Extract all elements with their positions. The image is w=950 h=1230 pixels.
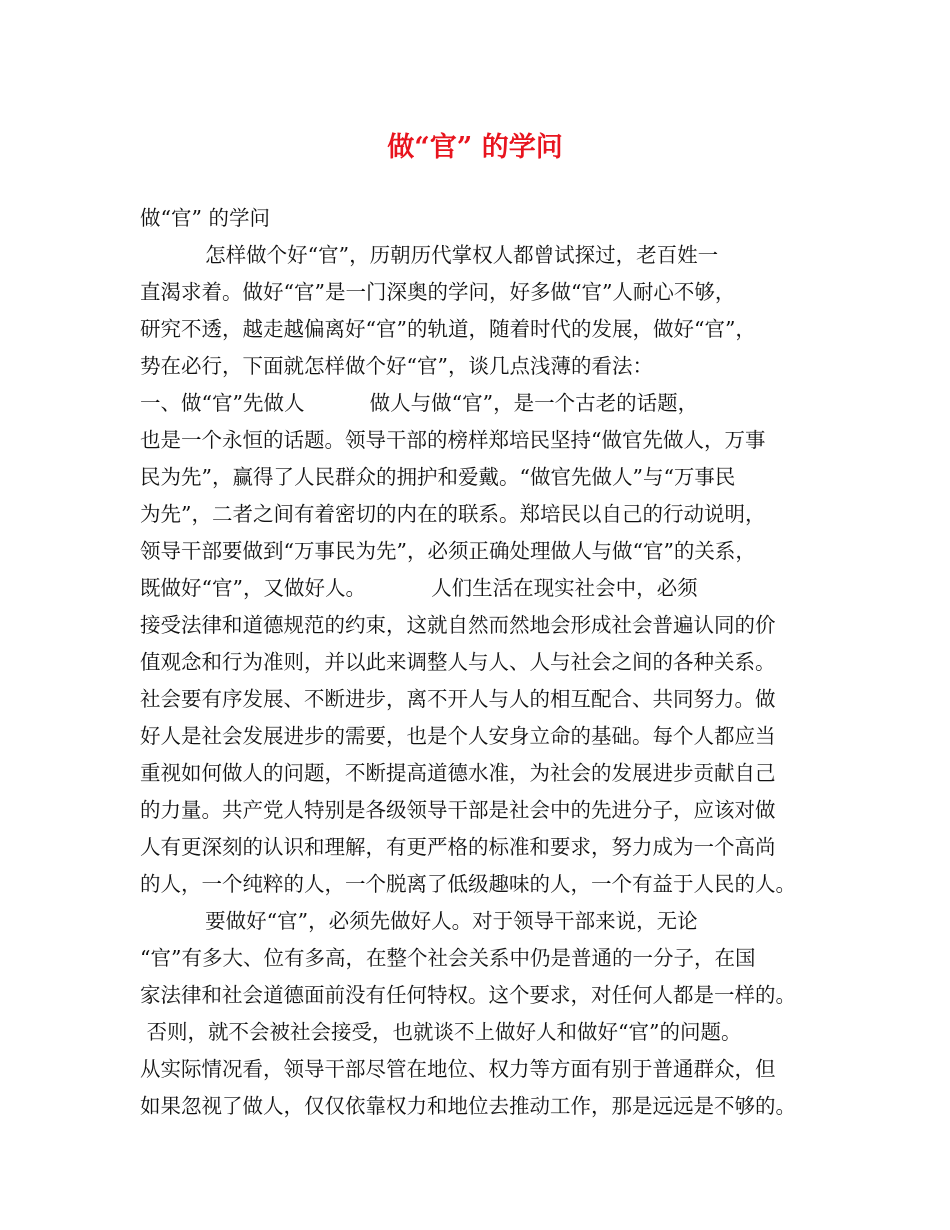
body-line: 研究不透，越走越偏离好“官”的轨道，随着时代的发展，做好“官”， bbox=[140, 317, 756, 341]
body-line: 一、做“官”先做人 做人与做“官”，是一个古老的话题， bbox=[140, 391, 699, 415]
document-body bbox=[140, 200, 830, 1125]
document-title: 做“官” 的学问 bbox=[387, 132, 563, 163]
body-line: 势在必行，下面就怎样做个好“官”，谈几点浅薄的看法： bbox=[140, 354, 653, 378]
body-line: 既做好“官”，又做好人。 人们生活在现实社会中，必须 bbox=[140, 576, 698, 600]
body-line: 的人，一个纯粹的人，一个脱离了低级趣味的人，一个有益于人民的人。 bbox=[140, 872, 796, 896]
body-line: 家法律和社会道德面前没有任何特权。这个要求，对任何人都是一样的。 bbox=[140, 983, 796, 1007]
body-line: 人有更深刻的认识和理解，有更严格的标准和要求，努力成为一个高尚 bbox=[140, 835, 776, 859]
body-line: 做“官” 的学问 bbox=[140, 206, 270, 230]
body-line: 如果忽视了做人，仅仅依靠权力和地位去推动工作，那是远远是不够的。 bbox=[140, 1094, 796, 1118]
body-line: 要做好“官”，必须先做好人。对于领导干部来说，无论 bbox=[140, 909, 698, 933]
body-line: 怎样做个好“官”，历朝历代掌权人都曾试探过，老百姓一 bbox=[140, 243, 719, 267]
body-line: 民为先”，赢得了人民群众的拥护和爱戴。“做官先做人”与“万事民 bbox=[140, 465, 736, 489]
body-line: 社会要有序发展、不断进步，离不开人与人的相互配合、共同努力。做 bbox=[140, 687, 776, 711]
body-line: 直渴求着。做好“官”是一门深奥的学问，好多做“官”人耐心不够， bbox=[140, 280, 736, 304]
body-line: “官”有多大、位有多高，在整个社会关系中仍是普通的一分子，在国 bbox=[140, 946, 756, 970]
body-line: 接受法律和道德规范的约束，这就自然而然地会形成社会普遍认同的价 bbox=[140, 613, 776, 637]
body-line: 值观念和行为准则，并以此来调整人与人、人与社会之间的各种关系。 bbox=[140, 650, 776, 674]
body-line: 重视如何做人的问题，不断提高道德水准，为社会的发展进步贡献自己 bbox=[140, 761, 776, 785]
body-line: 否则，就不会被社会接受，也就谈不上做好人和做好“官”的问题。 bbox=[140, 1020, 742, 1044]
body-line: 好人是社会发展进步的需要，也是个人安身立命的基础。每个人都应当 bbox=[140, 724, 776, 748]
body-line: 为先”，二者之间有着密切的内在的联系。郑培民以自己的行动说明， bbox=[140, 502, 766, 526]
body-line: 从实际情况看，领导干部尽管在地位、权力等方面有别于普通群众，但 bbox=[140, 1057, 776, 1081]
body-line: 也是一个永恒的话题。领导干部的榜样郑培民坚持“做官先做人，万事 bbox=[140, 428, 766, 452]
body-line: 领导干部要做到“万事民为先”，必须正确处理做人与做“官”的关系， bbox=[140, 539, 756, 563]
body-line: 的力量。共产党人特别是各级领导干部是社会中的先进分子，应该对做 bbox=[140, 798, 776, 822]
